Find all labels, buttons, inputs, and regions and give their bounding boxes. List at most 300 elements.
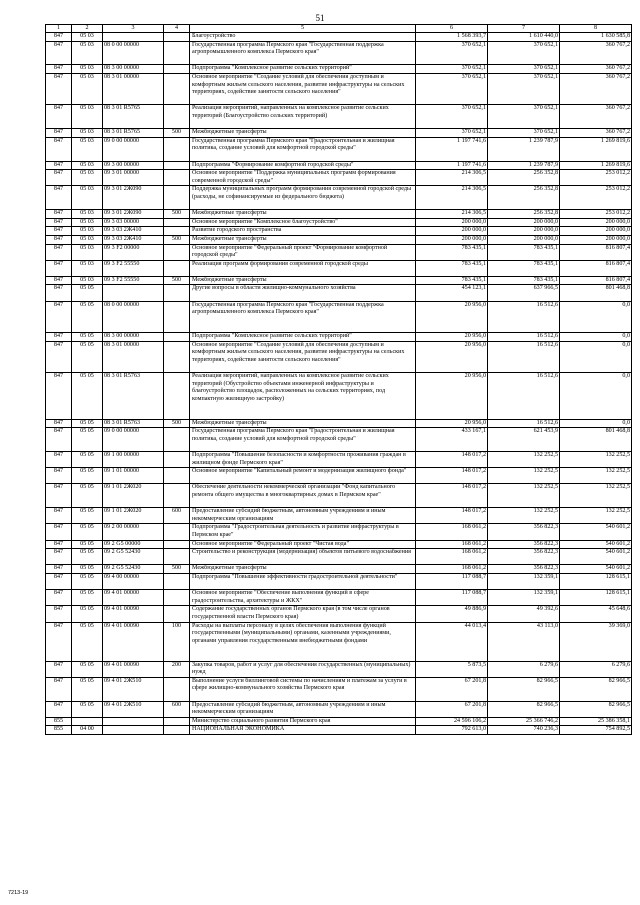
amount-year-1: 370 652,1 <box>416 129 488 138</box>
section-code: 05 05 <box>72 524 103 540</box>
ministry-code: 847 <box>46 606 72 622</box>
table-row <box>46 137 632 161</box>
ministry-code: 847 <box>46 170 72 186</box>
amount-year-1: 117 088,7 <box>416 573 488 589</box>
section-code: 05 05 <box>72 565 103 574</box>
expense-type-code <box>164 170 190 186</box>
header-cell: 2 <box>72 25 103 33</box>
expense-type-code <box>164 717 190 726</box>
amount-year-1: 370 652,1 <box>416 41 488 65</box>
table-row <box>46 468 632 484</box>
item-name: Реализация мероприятий, направленных на комплексное развитие сельских территорий (Благоустройство сельских территорий) <box>190 105 416 129</box>
target-code: 08 3 00 00000 <box>103 65 164 74</box>
amount-year-2: 16 512,6 <box>488 333 560 342</box>
header-cell: 6 <box>416 25 488 33</box>
amount-year-3: 540 601,2 <box>560 549 632 565</box>
amount-year-3: 1 630 585,8 <box>560 33 632 42</box>
item-name: Министерство социального развития Пермского края <box>190 717 416 726</box>
ministry-code: 847 <box>46 260 72 276</box>
amount-year-1: 1 197 741,6 <box>416 137 488 161</box>
item-name: Другие вопросы в области жилищно-коммунального хозяйства <box>190 285 416 301</box>
amount-year-1: 454 123,1 <box>416 285 488 301</box>
item-name: Государственная программа Пермского края "Градостроительная и жилищная политика, создание условий для комфортной городской среды" <box>190 137 416 161</box>
expense-type-code: 500 <box>164 565 190 574</box>
table-row <box>46 235 632 244</box>
section-code: 05 05 <box>72 661 103 677</box>
amount-year-3: 45 648,6 <box>560 606 632 622</box>
target-code: 08 0 00 00000 <box>103 301 164 332</box>
target-code: 09 0 00 00000 <box>103 137 164 161</box>
ministry-code: 847 <box>46 573 72 589</box>
item-name: Развитие городского пространства <box>190 227 416 236</box>
ministry-code: 847 <box>46 218 72 227</box>
amount-year-3: 25 386 358,1 <box>560 717 632 726</box>
target-code: 08 3 01 R5763 <box>103 419 164 428</box>
target-code: 09 1 01 00000 <box>103 468 164 484</box>
amount-year-3: 0,0 <box>560 333 632 342</box>
amount-year-3: 816 807,4 <box>560 260 632 276</box>
amount-year-1: 24 596 106,2 <box>416 717 488 726</box>
expense-type-code <box>164 341 190 372</box>
expense-type-code <box>164 41 190 65</box>
expense-type-code: 100 <box>164 622 190 661</box>
amount-year-2: 256 352,8 <box>488 210 560 219</box>
amount-year-3: 39 369,0 <box>560 622 632 661</box>
target-code: 08 3 01 00000 <box>103 73 164 104</box>
amount-year-2: 16 512,6 <box>488 301 560 332</box>
item-name: Подпрограмма "Комплексное развитие сельских территорий" <box>190 333 416 342</box>
section-code: 05 03 <box>72 33 103 42</box>
ministry-code: 847 <box>46 622 72 661</box>
amount-year-2: 132 252,5 <box>488 484 560 508</box>
section-code: 05 03 <box>72 41 103 65</box>
table-row <box>46 227 632 236</box>
table-row <box>46 73 632 104</box>
section-code: 05 03 <box>72 218 103 227</box>
amount-year-3: 0,0 <box>560 341 632 372</box>
amount-year-2: 16 512,6 <box>488 341 560 372</box>
item-name: Государственная программа Пермского края "Государственная поддержка агропромышленного комплекса Пермского края" <box>190 41 416 65</box>
expense-type-code <box>164 227 190 236</box>
expense-type-code <box>164 484 190 508</box>
amount-year-2: 200 000,0 <box>488 235 560 244</box>
table-row <box>46 419 632 428</box>
table-row <box>46 484 632 508</box>
header-row <box>46 25 632 33</box>
amount-year-2: 370 652,1 <box>488 73 560 104</box>
amount-year-3: 132 252,5 <box>560 452 632 468</box>
amount-year-2: 740 236,3 <box>488 726 560 735</box>
section-code: 05 05 <box>72 701 103 717</box>
amount-year-2: 356 822,3 <box>488 524 560 540</box>
ministry-code: 847 <box>46 540 72 549</box>
table-row <box>46 573 632 589</box>
amount-year-1: 214 306,5 <box>416 210 488 219</box>
section-code: 05 03 <box>72 65 103 74</box>
amount-year-3: 200 000,0 <box>560 218 632 227</box>
target-code: 09 2 G5 52430 <box>103 565 164 574</box>
section-code: 05 05 <box>72 373 103 420</box>
amount-year-1: 168 061,2 <box>416 565 488 574</box>
table-row <box>46 701 632 717</box>
item-name: Основное мероприятие "Поддержка муниципальных программ формирования современной городской среды" <box>190 170 416 186</box>
item-name: Основное мероприятие "Создание условий для обеспечения доступным и комфортным жильем сельского населения, развитие инфраструктуры на сельских территориях, содействие занятости сельского населения" <box>190 73 416 104</box>
target-code: 09 3 F2 55550 <box>103 276 164 285</box>
section-code: 05 05 <box>72 301 103 332</box>
item-name: Государственная программа Пермского края "Государственная поддержка агропромышленного комплекса Пермского края" <box>190 301 416 332</box>
table-row <box>46 218 632 227</box>
item-name: Межбюджетные трансферты <box>190 276 416 285</box>
target-code: 09 2 00 00000 <box>103 524 164 540</box>
header-cell: 3 <box>103 25 164 33</box>
table-row <box>46 373 632 420</box>
ministry-code: 847 <box>46 285 72 301</box>
table-row <box>46 161 632 170</box>
expense-type-code <box>164 606 190 622</box>
amount-year-2: 132 359,1 <box>488 573 560 589</box>
expense-type-code <box>164 33 190 42</box>
item-name: Реализация мероприятий, направленных на комплексное развитие сельских территорий (Обустройство объектами инженерной инфраструктуры и благоустройство площадок, расположенных на сельских территориях, под компактную жилищную застройку) <box>190 373 416 420</box>
ministry-code: 847 <box>46 508 72 524</box>
item-name: Содержание государственных органов Пермского края (в том числе органов государственной власти Пермского края) <box>190 606 416 622</box>
section-code: 05 03 <box>72 73 103 104</box>
table-row <box>46 186 632 210</box>
amount-year-3: 540 601,2 <box>560 524 632 540</box>
amount-year-2: 25 366 746,2 <box>488 717 560 726</box>
section-code: 05 03 <box>72 170 103 186</box>
amount-year-3: 1 269 819,6 <box>560 161 632 170</box>
expense-type-code <box>164 590 190 606</box>
table-row <box>46 301 632 332</box>
ministry-code: 847 <box>46 161 72 170</box>
amount-year-3: 0,0 <box>560 373 632 420</box>
target-code: 09 4 01 00000 <box>103 590 164 606</box>
target-code <box>103 33 164 42</box>
amount-year-1: 370 652,1 <box>416 65 488 74</box>
amount-year-3: 816 807,4 <box>560 276 632 285</box>
target-code: 08 0 00 00000 <box>103 41 164 65</box>
table-row <box>46 428 632 452</box>
amount-year-1: 49 886,9 <box>416 606 488 622</box>
item-name: Обеспечение деятельности некоммерческой организации "Фонд капитального ремонта общего имущества в многоквартирных домах в Пермском крае" <box>190 484 416 508</box>
item-name: Благоустройство <box>190 33 416 42</box>
ministry-code: 847 <box>46 137 72 161</box>
ministry-code: 847 <box>46 419 72 428</box>
amount-year-2: 637 966,5 <box>488 285 560 301</box>
expense-type-code <box>164 137 190 161</box>
amount-year-3: 132 252,5 <box>560 508 632 524</box>
amount-year-3: 0,0 <box>560 301 632 332</box>
expense-type-code: 500 <box>164 129 190 138</box>
amount-year-3: 132 252,5 <box>560 484 632 508</box>
section-code <box>72 717 103 726</box>
amount-year-3: 82 966,5 <box>560 701 632 717</box>
section-code: 05 03 <box>72 210 103 219</box>
amount-year-3: 128 615,1 <box>560 573 632 589</box>
amount-year-3: 200 000,0 <box>560 227 632 236</box>
table-row <box>46 105 632 129</box>
section-code: 05 05 <box>72 606 103 622</box>
amount-year-1: 67 201,8 <box>416 677 488 701</box>
footer-code: 7213-19 <box>8 890 29 896</box>
amount-year-2: 43 113,0 <box>488 622 560 661</box>
amount-year-2: 356 822,3 <box>488 565 560 574</box>
section-code: 05 03 <box>72 244 103 260</box>
item-name: Основное мероприятие "Федеральный проект "Чистая вода" <box>190 540 416 549</box>
target-code: 09 1 00 00000 <box>103 452 164 468</box>
target-code: 09 4 01 2Ж510 <box>103 701 164 717</box>
table-row <box>46 333 632 342</box>
table-row <box>46 65 632 74</box>
amount-year-1: 200 000,0 <box>416 227 488 236</box>
amount-year-2: 370 652,1 <box>488 41 560 65</box>
section-code: 05 05 <box>72 590 103 606</box>
target-code: 09 4 01 00090 <box>103 622 164 661</box>
expense-type-code <box>164 73 190 104</box>
target-code: 08 3 01 R5765 <box>103 105 164 129</box>
ministry-code: 847 <box>46 428 72 452</box>
amount-year-3: 1 269 819,6 <box>560 137 632 161</box>
amount-year-1: 168 061,2 <box>416 540 488 549</box>
amount-year-3: 360 767,2 <box>560 73 632 104</box>
expense-type-code <box>164 333 190 342</box>
table-row <box>46 452 632 468</box>
target-code: 09 3 F2 00000 <box>103 244 164 260</box>
table-row <box>46 33 632 42</box>
amount-year-2: 1 610 440,0 <box>488 33 560 42</box>
item-name: Межбюджетные трансферты <box>190 419 416 428</box>
amount-year-3: 360 767,2 <box>560 105 632 129</box>
amount-year-1: 20 956,0 <box>416 419 488 428</box>
amount-year-1: 20 956,0 <box>416 341 488 372</box>
amount-year-1: 20 956,0 <box>416 301 488 332</box>
amount-year-1: 783 435,1 <box>416 244 488 260</box>
ministry-code: 847 <box>46 549 72 565</box>
target-code: 09 3 00 00000 <box>103 161 164 170</box>
header-cell: 5 <box>190 25 416 33</box>
amount-year-3: 253 012,2 <box>560 210 632 219</box>
expense-type-code <box>164 452 190 468</box>
target-code <box>103 285 164 301</box>
target-code: 09 1 01 2Ж020 <box>103 508 164 524</box>
expense-type-code <box>164 105 190 129</box>
amount-year-2: 370 652,1 <box>488 129 560 138</box>
amount-year-2: 200 000,0 <box>488 218 560 227</box>
amount-year-3: 253 012,2 <box>560 170 632 186</box>
amount-year-2: 1 239 787,9 <box>488 161 560 170</box>
ministry-code: 847 <box>46 484 72 508</box>
amount-year-2: 82 966,5 <box>488 701 560 717</box>
section-code: 05 05 <box>72 508 103 524</box>
amount-year-1: 168 061,2 <box>416 549 488 565</box>
expense-type-code <box>164 218 190 227</box>
amount-year-2: 370 652,1 <box>488 105 560 129</box>
amount-year-2: 783 435,1 <box>488 260 560 276</box>
amount-year-1: 370 652,1 <box>416 73 488 104</box>
amount-year-1: 44 013,4 <box>416 622 488 661</box>
amount-year-2: 370 652,1 <box>488 65 560 74</box>
item-name: Реализация программ формирования современной городской среды <box>190 260 416 276</box>
amount-year-3: 360 767,2 <box>560 65 632 74</box>
amount-year-3: 200 000,0 <box>560 235 632 244</box>
expense-type-code: 600 <box>164 701 190 717</box>
amount-year-2: 6 279,6 <box>488 661 560 677</box>
ministry-code: 847 <box>46 227 72 236</box>
item-name: Выполнение услуги биллинговой системы по начислениям и платежам за услуги в сфере жилищно-коммунального хозяйства Пермского края <box>190 677 416 701</box>
amount-year-2: 16 512,6 <box>488 419 560 428</box>
item-name: Подпрограмма "Градостроительная деятельность и развитие инфраструктуры в Пермском крае" <box>190 524 416 540</box>
expense-type-code <box>164 373 190 420</box>
target-code: 09 4 00 00000 <box>103 573 164 589</box>
section-code: 05 05 <box>72 452 103 468</box>
expense-type-code <box>164 677 190 701</box>
amount-year-3: 801 468,8 <box>560 428 632 452</box>
amount-year-1: 168 061,2 <box>416 524 488 540</box>
section-code: 05 05 <box>72 428 103 452</box>
header-cell: 4 <box>164 25 190 33</box>
table-row <box>46 677 632 701</box>
table-row <box>46 717 632 726</box>
item-name: Строительство и реконструкция (модернизация) объектов питьевого водоснабжения <box>190 549 416 565</box>
amount-year-1: 783 435,1 <box>416 260 488 276</box>
amount-year-1: 792 613,0 <box>416 726 488 735</box>
target-code: 09 1 01 2Ж020 <box>103 484 164 508</box>
section-code: 05 05 <box>72 573 103 589</box>
expense-type-code <box>164 549 190 565</box>
amount-year-3: 128 615,1 <box>560 590 632 606</box>
ministry-code: 847 <box>46 677 72 701</box>
expense-type-code: 500 <box>164 419 190 428</box>
table-row <box>46 129 632 138</box>
target-code: 09 3 01 2Ж090 <box>103 210 164 219</box>
amount-year-2: 200 000,0 <box>488 227 560 236</box>
amount-year-3: 253 012,2 <box>560 186 632 210</box>
table-row <box>46 565 632 574</box>
section-code: 05 03 <box>72 227 103 236</box>
amount-year-2: 132 359,1 <box>488 590 560 606</box>
amount-year-1: 20 956,0 <box>416 373 488 420</box>
item-name: Подпрограмма "Комплексное развитие сельских территорий" <box>190 65 416 74</box>
target-code: 09 2 G5 00000 <box>103 540 164 549</box>
amount-year-1: 148 017,2 <box>416 452 488 468</box>
target-code: 09 4 01 00090 <box>103 606 164 622</box>
amount-year-3: 0,0 <box>560 419 632 428</box>
amount-year-1: 148 017,2 <box>416 508 488 524</box>
ministry-code: 847 <box>46 661 72 677</box>
budget-table <box>45 24 632 735</box>
amount-year-2: 783 435,1 <box>488 276 560 285</box>
table-row <box>46 41 632 65</box>
expense-type-code <box>164 285 190 301</box>
ministry-code: 847 <box>46 65 72 74</box>
target-code: 08 3 00 00000 <box>103 333 164 342</box>
amount-year-1: 1 197 741,6 <box>416 161 488 170</box>
ministry-code: 847 <box>46 276 72 285</box>
target-code: 09 4 01 2Ж510 <box>103 677 164 701</box>
amount-year-2: 256 352,8 <box>488 170 560 186</box>
ministry-code: 847 <box>46 590 72 606</box>
section-code: 05 05 <box>72 677 103 701</box>
item-name: НАЦИОНАЛЬНАЯ ЭКОНОМИКА <box>190 726 416 735</box>
section-code: 05 05 <box>72 341 103 372</box>
amount-year-1: 783 435,1 <box>416 276 488 285</box>
amount-year-1: 117 088,7 <box>416 590 488 606</box>
amount-year-2: 1 239 787,9 <box>488 137 560 161</box>
table-row <box>46 661 632 677</box>
item-name: Основное мероприятие "Капитальный ремонт и модернизация жилищного фонда" <box>190 468 416 484</box>
ministry-code: 847 <box>46 129 72 138</box>
table-row <box>46 524 632 540</box>
ministry-code: 847 <box>46 373 72 420</box>
header-cell: 7 <box>488 25 560 33</box>
section-code: 05 05 <box>72 484 103 508</box>
table-row <box>46 549 632 565</box>
item-name: Расходы на выплаты персоналу в целях обеспечения выполнения функций государственными (муниципальными) органами, казенными учреждениями, органами управления государственными внебюджетными фондами <box>190 622 416 661</box>
section-code: 05 03 <box>72 276 103 285</box>
expense-type-code: 500 <box>164 210 190 219</box>
ministry-code: 847 <box>46 524 72 540</box>
amount-year-1: 148 017,2 <box>416 484 488 508</box>
amount-year-2: 16 512,6 <box>488 373 560 420</box>
table-row <box>46 540 632 549</box>
item-name: Государственная программа Пермского края "Градостроительная и жилищная политика, создание условий для комфортной городской среды" <box>190 428 416 452</box>
ministry-code: 847 <box>46 244 72 260</box>
amount-year-1: 67 201,8 <box>416 701 488 717</box>
table-row <box>46 606 632 622</box>
section-code: 04 00 <box>72 726 103 735</box>
table-row <box>46 285 632 301</box>
item-name: Основное мероприятие "Обеспечение выполнения функций в сфере градостроительства, архитектуры и ЖКХ" <box>190 590 416 606</box>
amount-year-2: 256 352,8 <box>488 186 560 210</box>
amount-year-1: 200 000,0 <box>416 218 488 227</box>
expense-type-code: 500 <box>164 276 190 285</box>
amount-year-1: 370 652,1 <box>416 105 488 129</box>
amount-year-2: 132 252,5 <box>488 468 560 484</box>
target-code: 08 3 01 00000 <box>103 341 164 372</box>
expense-type-code: 200 <box>164 661 190 677</box>
target-code: 09 3 03 2Ж410 <box>103 227 164 236</box>
amount-year-3: 754 892,5 <box>560 726 632 735</box>
ministry-code: 847 <box>46 341 72 372</box>
ministry-code: 847 <box>46 105 72 129</box>
amount-year-1: 5 873,5 <box>416 661 488 677</box>
target-code: 09 3 01 00000 <box>103 170 164 186</box>
amount-year-2: 356 822,3 <box>488 540 560 549</box>
item-name: Основное мероприятие "Федеральный проект "Формирование комфортной городской среды" <box>190 244 416 260</box>
target-code: 09 0 00 00000 <box>103 428 164 452</box>
section-code: 05 05 <box>72 419 103 428</box>
amount-year-3: 132 252,5 <box>560 468 632 484</box>
item-name: Межбюджетные трансферты <box>190 565 416 574</box>
header-cell: 1 <box>46 25 72 33</box>
section-code: 05 03 <box>72 137 103 161</box>
expense-type-code <box>164 244 190 260</box>
target-code: 08 3 01 R5763 <box>103 373 164 420</box>
ministry-code: 847 <box>46 186 72 210</box>
ministry-code: 847 <box>46 468 72 484</box>
table-row <box>46 276 632 285</box>
item-name: Основное мероприятие "Комплексное благоустройство" <box>190 218 416 227</box>
item-name: Межбюджетные трансферты <box>190 210 416 219</box>
table-row <box>46 341 632 372</box>
expense-type-code <box>164 540 190 549</box>
item-name: Основное мероприятие "Создание условий для обеспечения доступным и комфортным жильем сельского населения, развитие инфраструктуры на сельских территориях, содействие занятости сельского населения" <box>190 341 416 372</box>
table-row <box>46 508 632 524</box>
item-name: Подпрограмма "Повышение безопасности и комфортности проживания граждан в жилищном фонде Пермского края" <box>190 452 416 468</box>
section-code: 05 05 <box>72 468 103 484</box>
amount-year-1: 1 568 393,7 <box>416 33 488 42</box>
table-row <box>46 244 632 260</box>
